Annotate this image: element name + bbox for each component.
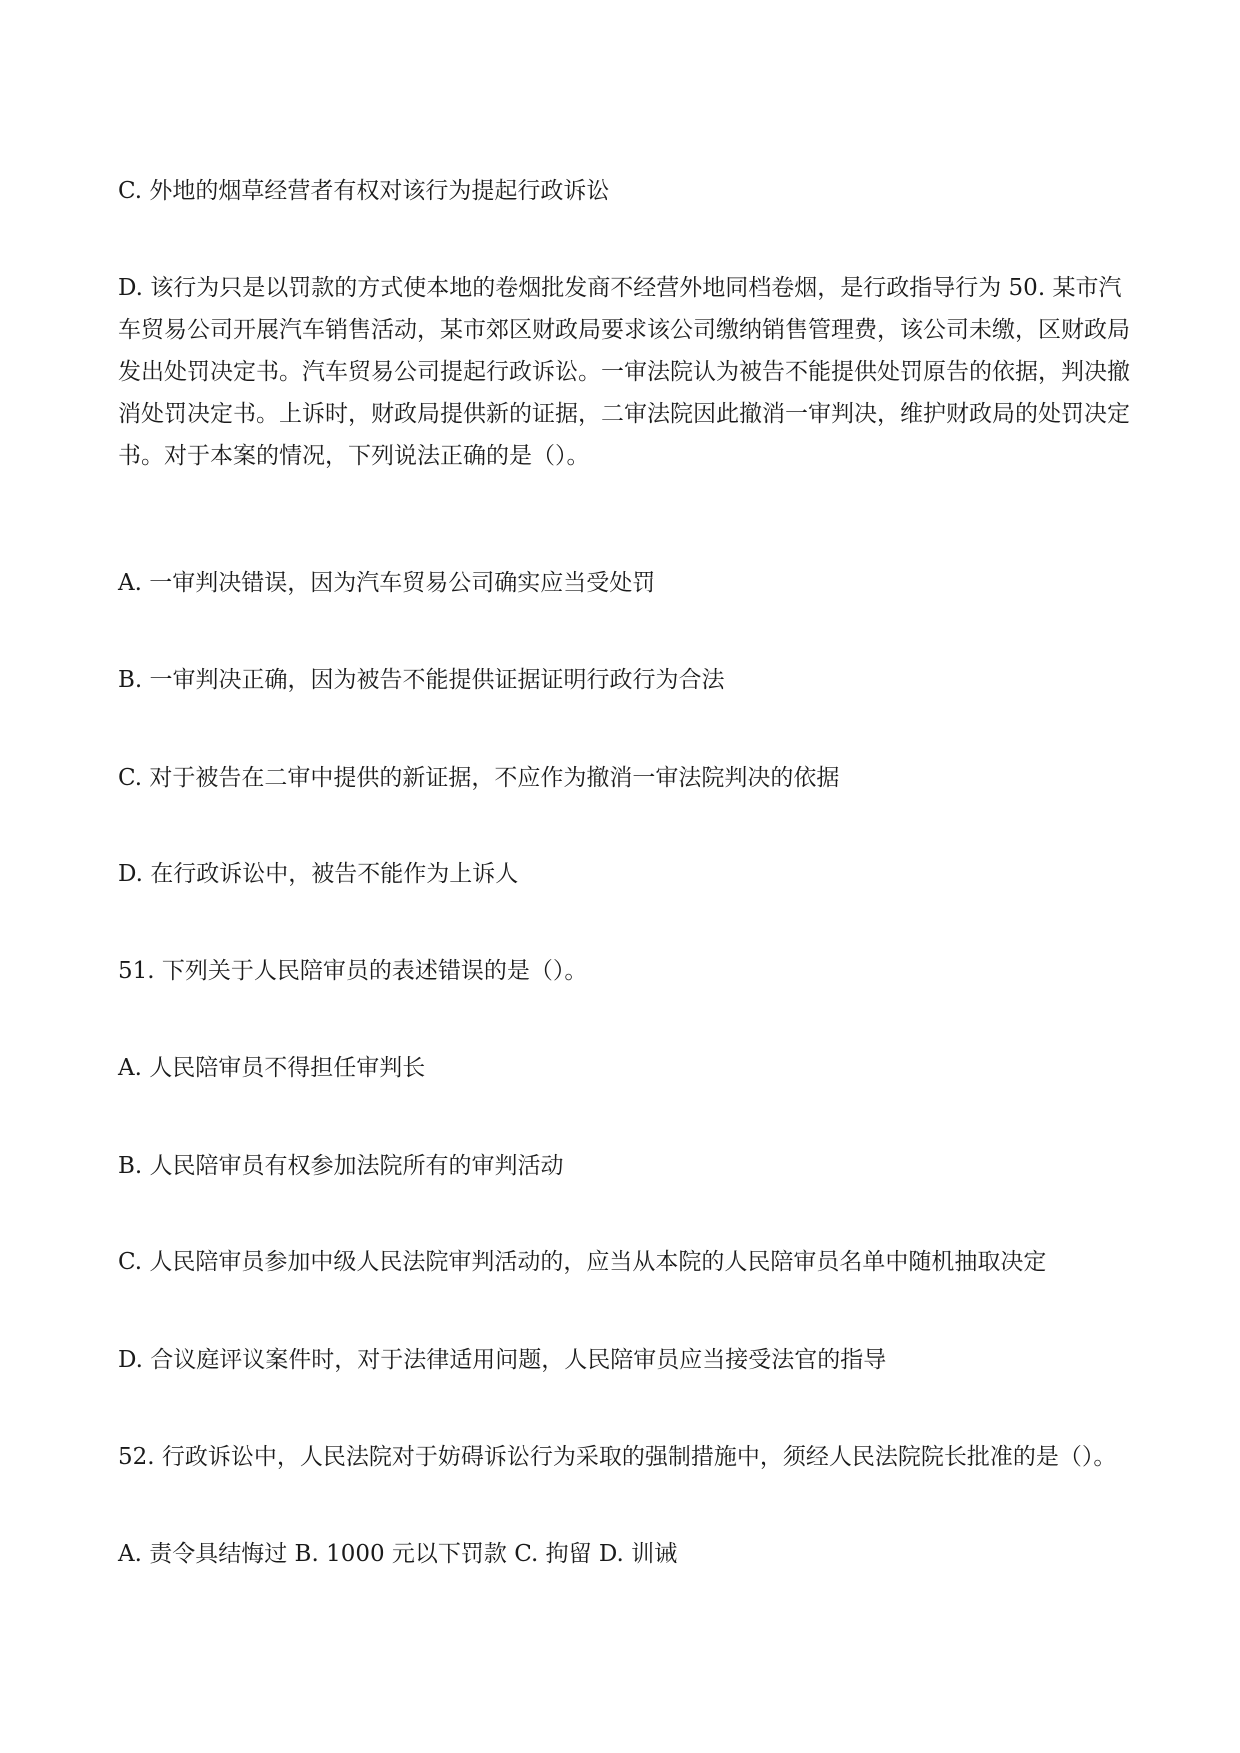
question-51-option-c: C. 人民陪审员参加中级人民法院审判活动的，应当从本院的人民陪审员名单中随机抽取决定 [118, 1249, 1047, 1275]
question-51-option-b: B. 人民陪审员有权参加法院所有的审判活动 [118, 1153, 564, 1179]
question-50-stem: D. 该行为只是以罚款的方式使本地的卷烟批发商不经营外地同档卷烟，是行政指导行为 50. 某市汽车贸易公司开展汽车销售活动，某市郊区财政局要求该公司缴纳销售管理费，该公司未缴，区财政局发出处罚决定书。汽车贸易公司提起行政诉讼。一审法院认为被告不能提供处罚原告的依据，判决撤消处罚决定书。上诉时，财政局提供新的证据，二审法院因此撤消一审判决，维护财政局的处罚决定书。对于本案的情况，下列说法正确的是（）。 [118, 275, 1130, 469]
question-50-option-c: C. 对于被告在二审中提供的新证据，不应作为撤消一审法院判决的依据 [118, 765, 840, 791]
question-51-option-a: A. 人民陪审员不得担任审判长 [118, 1055, 426, 1081]
question-50-option-b: B. 一审判决正确，因为被告不能提供证据证明行政行为合法 [118, 667, 725, 693]
question-50-option-a: A. 一审判决错误，因为汽车贸易公司确实应当受处罚 [118, 570, 656, 596]
question-52-options: A. 责令具结悔过 B. 1000 元以下罚款 C. 拘留 D. 训诫 [118, 1541, 678, 1567]
question-51-stem: 51. 下列关于人民陪审员的表述错误的是（）。 [118, 958, 588, 984]
question-51-option-d: D. 合议庭评议案件时，对于法律适用问题，人民陪审员应当接受法官的指导 [118, 1347, 887, 1373]
question-50-option-d: D. 在行政诉讼中，被告不能作为上诉人 [118, 861, 519, 887]
question-52-stem: 52. 行政诉讼中，人民法院对于妨碍诉讼行为采取的强制措施中，须经人民法院院长批准的是（）。 [118, 1444, 1117, 1470]
option-c-previous-question: C. 外地的烟草经营者有权对该行为提起行政诉讼 [118, 178, 610, 204]
